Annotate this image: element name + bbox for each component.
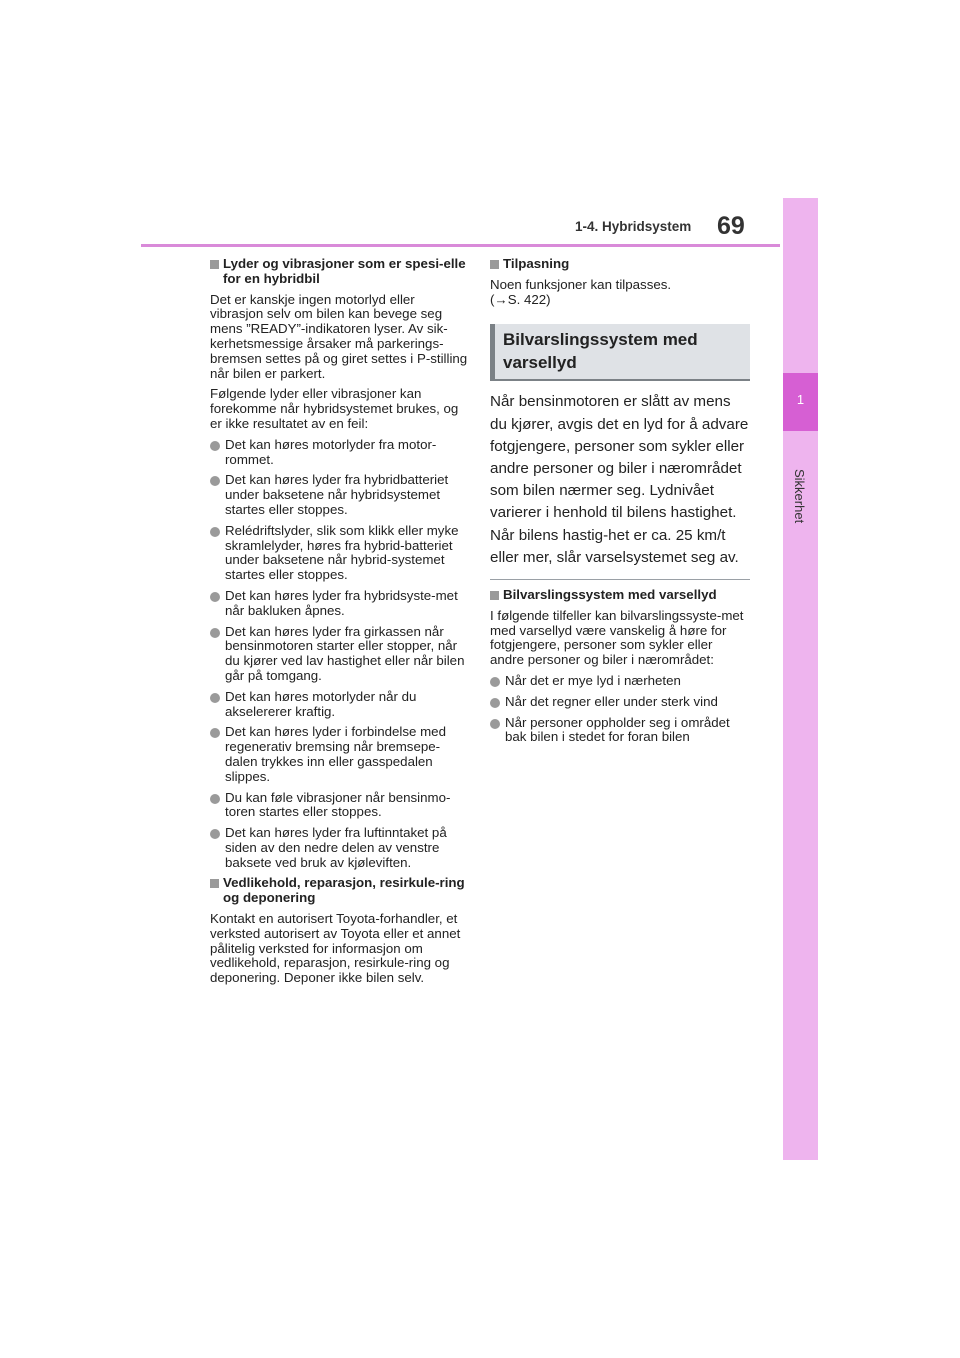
- page-number: 69: [717, 212, 745, 240]
- section-heading: [490, 257, 750, 272]
- list-item-text: Det kan høres lyder fra hybridsyste-met når bakluken åpnes.: [225, 587, 458, 618]
- header-divider: [141, 244, 780, 247]
- paragraph: Det er kanskje ingen motorlyd eller vibrasjon selv om bilen kan bevege seg mens ”READY”-indikatoren lyser. Av sik-kerhetsmessige årsaker må parkerings-bremsen settes på og giret settes i P-stilling når bilen er parkert.: [210, 291, 468, 381]
- square-bullet-icon: [490, 260, 499, 269]
- heading-text: Bilvarslingssystem med varsellyd: [503, 587, 717, 603]
- list-item-text: Du kan føle vibrasjoner når bensinmo-toren startes eller stoppes.: [225, 789, 451, 820]
- list-item-text: Når personer oppholder seg i området bak bilen i stedet for foran bilen: [505, 714, 730, 745]
- bullet-dot-icon: [210, 693, 220, 703]
- section-divider: [490, 579, 750, 580]
- paragraph-text: Noen funksjoner kan tilpasses.: [490, 276, 672, 292]
- list-item-text: Relédriftslyder, slik som klikk eller myke skramlelyder, høres fra hybrid-batteriet under baksetene når hybrid-systemet startes eller stoppes.: [225, 522, 459, 583]
- left-column: [210, 257, 468, 992]
- square-bullet-icon: [210, 260, 219, 269]
- square-bullet-icon: [210, 879, 219, 888]
- list-item: [210, 725, 468, 784]
- section-heading: [490, 588, 750, 603]
- section-heading: [210, 876, 468, 906]
- list-item-text: Når det regner eller under sterk vind: [505, 693, 718, 709]
- list-item-text: Det kan høres lyder fra hybridbatteriet under baksetene når hybridsystemet startes eller stoppes.: [225, 472, 449, 517]
- section-heading: [210, 257, 468, 287]
- bullet-dot-icon: [490, 677, 500, 687]
- bullet-dot-icon: [210, 829, 220, 839]
- list-item: [490, 695, 750, 710]
- bullet-dot-icon: [210, 527, 220, 537]
- bullet-dot-icon: [210, 592, 220, 602]
- list-item: [210, 473, 468, 517]
- list-item: [210, 625, 468, 684]
- paragraph: Kontakt en autorisert Toyota-forhandler, et verksted autorisert av Toyota eller et annet pålitelig verksted for informasjon om vedlikehold, reparasjon, resirkule-ring og deponering. Deponer ikke bilen selv.: [210, 911, 461, 986]
- square-bullet-icon: [490, 591, 499, 600]
- paragraph: [490, 278, 750, 308]
- list-item-text: Det kan høres motorlyder fra motor-rommet.: [225, 436, 437, 467]
- list-item-text: Når det er mye lyd i nærheten: [505, 673, 681, 688]
- heading-text: Lyder og vibrasjoner som er spesi-elle for en hybridbil: [223, 256, 466, 286]
- lead-paragraph: Når bensinmotoren er slått av mens du kjører, avgis det en lyd for å advare fotgjengere, personer som sykler eller andre personer og biler i nærområdet som bilen nærmer seg. Lydnivået varierer i henhold til bilens hastighet. Når bilens hastig-het er ca. 25 km/t eller mer, slår varselsystemet seg av.: [490, 393, 749, 566]
- section-title: 1-4. Hybridsystem: [575, 219, 692, 234]
- list-item-text: Det kan høres lyder fra luftinntaket på siden av den nedre delen av venstre baksete ved bruk av kjøleviften.: [225, 825, 447, 870]
- list-item: [210, 690, 468, 720]
- list-item: [210, 524, 468, 583]
- section-title-box: Bilvarslingssystem med varsellyd: [490, 324, 750, 381]
- list-item: [490, 716, 750, 746]
- list-item: [490, 674, 750, 689]
- bullet-dot-icon: [490, 698, 500, 708]
- paragraph: Følgende lyder eller vibrasjoner kan forekomme når hybridsystemet brukes, og er ikke resultatet av en feil:: [210, 386, 459, 431]
- list-item: [210, 589, 468, 619]
- bullet-dot-icon: [490, 719, 500, 729]
- list-item-text: Det kan høres lyder i forbindelse med regenerativ bremsing når bremsepe-dalen trykkes inn eller gasspedalen slippes.: [225, 724, 446, 784]
- bullet-dot-icon: [210, 628, 220, 638]
- list-item: [210, 438, 468, 468]
- chapter-title: Sikkerhet: [792, 469, 807, 524]
- heading-text: Vedlikehold, reparasjon, resirkule-ring og deponering: [223, 875, 465, 906]
- bullet-dot-icon: [210, 441, 220, 451]
- chapter-side-tab: [783, 198, 818, 1160]
- list-item: [210, 826, 468, 870]
- bullet-dot-icon: [210, 476, 220, 486]
- list-item-text: Det kan høres lyder fra girkassen når bensinmotoren starter eller stopper, når du kjører ved lav hastighet eller når bilen går på tomgang.: [225, 623, 465, 683]
- right-column: [490, 257, 750, 751]
- list-item-text: Det kan høres motorlyder når du akselererer kraftig.: [225, 688, 417, 719]
- page-reference: (→S. 422): [490, 291, 551, 307]
- bullet-dot-icon: [210, 728, 220, 738]
- bullet-dot-icon: [210, 794, 220, 804]
- heading-text: Tilpasning: [503, 256, 570, 271]
- list-item: [210, 791, 468, 821]
- chapter-number: 1: [796, 392, 805, 407]
- paragraph: I følgende tilfeller kan bilvarslingssyste-met med varsellyd være vanskelig å høre for fotgjengere, personer som sykler eller andre personer og biler i nærområdet:: [490, 607, 744, 668]
